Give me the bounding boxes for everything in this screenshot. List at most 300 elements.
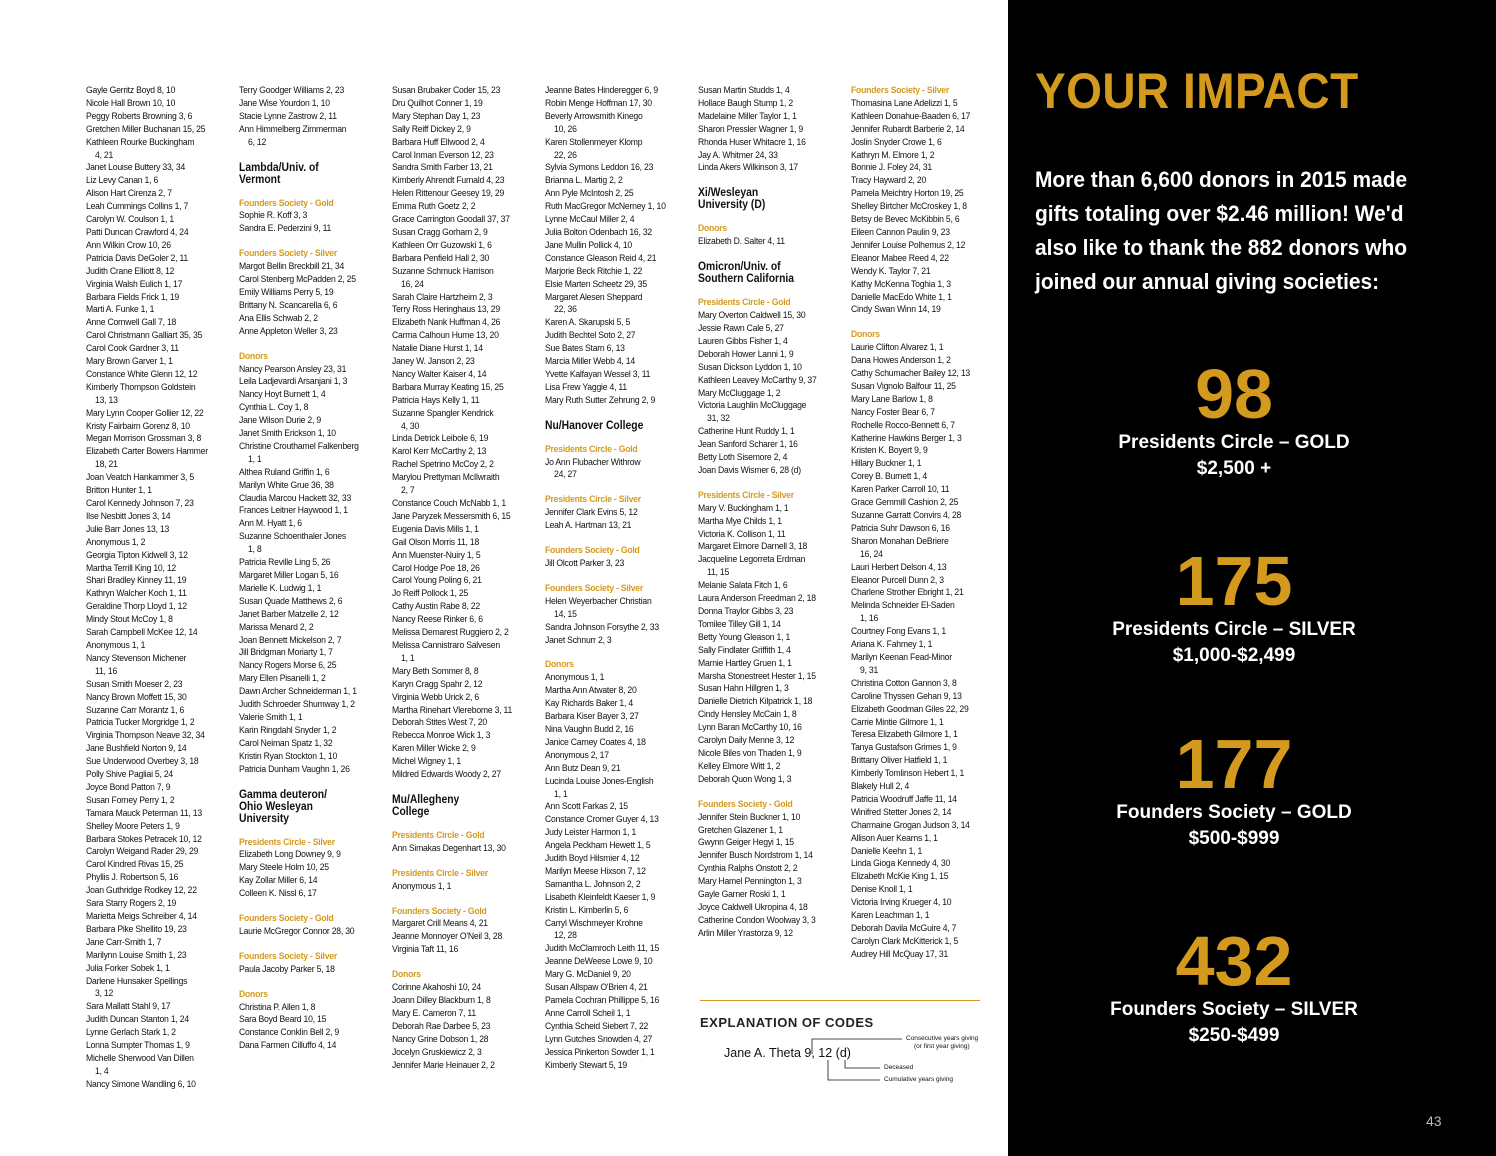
spacer [545, 432, 698, 444]
stat-founders-gold [1008, 725, 1460, 852]
donor-entry: Corey B. Burnett 1, 4 [851, 471, 927, 483]
donor-entry: Patricia Davis DeGoler 2, 11 [86, 252, 188, 264]
donor-entry: Bonnie J. Foley 24, 31 [851, 162, 932, 174]
donor-entry: 1, 8 [248, 544, 262, 556]
donor-entry: 1, 1 [248, 453, 262, 465]
donor-entry: Elizabeth Nank Huffman 4, 26 [392, 317, 501, 329]
donor-entry: Susan Hahn Hillgren 1, 3 [698, 683, 789, 695]
donor-entry: Carol Neiman Spatz 1, 32 [239, 737, 333, 749]
donor-entry: Cindy Hensley McCain 1, 8 [698, 709, 797, 721]
donor-entry: Emma Ruth Goetz 2, 2 [392, 201, 476, 213]
donor-entry: Carrie Mintie Gilmore 1, 1 [851, 716, 944, 728]
donor-entry: Jennifer Clark Evins 5, 12 [545, 507, 638, 519]
donor-entry: Karen Leachman 1, 1 [851, 910, 930, 922]
giving-level-heading: Donors [239, 350, 268, 362]
donor-entry: Marilyn White Grue 36, 38 [239, 479, 334, 491]
donor-entry: Karen Miller Wicke 2, 9 [392, 743, 476, 755]
donor-entry: Danielle MacEdo White 1, 1 [851, 291, 952, 303]
spacer [698, 285, 851, 297]
donor-entry: Laurie McGregor Connor 28, 30 [239, 925, 355, 937]
donor-entry: Janet Barber Matzelle 2, 12 [239, 608, 339, 620]
donor-entry: Jane Paryzek Messersmith 6, 15 [392, 510, 511, 522]
donor-entry: Julia Forker Sobek 1, 1 [86, 962, 170, 974]
donor-entry: Audrey Hill McQuay 17, 31 [851, 948, 949, 960]
donor-entry: Janice Carney Coates 4, 18 [545, 736, 646, 748]
donor-entry: Kristy Fairbairn Gorenz 8, 10 [86, 420, 190, 432]
donor-entry: Dana Farmen Cilluffo 4, 14 [239, 1040, 337, 1052]
giving-level-heading: Presidents Circle - Silver [392, 867, 488, 879]
donor-entry: Lynn Baran McCarthy 10, 16 [698, 722, 802, 734]
donor-entry: Ann Scott Farkas 2, 15 [545, 801, 628, 813]
donor-entry: Jo Reiff Pollock 1, 25 [392, 588, 469, 600]
donor-entry: Michelle Sherwood Van Dillen [86, 1052, 194, 1064]
donor-entry: Gretchen Miller Buchanan 15, 25 [86, 123, 206, 135]
donor-entry: Sue Underwood Overbey 3, 18 [86, 756, 199, 768]
donor-entry: Hollace Baugh Stump 1, 2 [698, 97, 793, 109]
donor-entry: Mary E. Cameron 7, 11 [392, 1007, 476, 1019]
donor-entry: Karen Stollenmeyer Klomp [545, 136, 643, 148]
stat-range: $500-$999 [1188, 828, 1280, 849]
donor-entry: Anonymous 1, 1 [86, 639, 146, 651]
donor-entry: Nancy Foster Bear 6, 7 [851, 406, 935, 418]
donor-entry: Georgia Tipton Kidwell 3, 12 [86, 549, 188, 561]
donor-entry: Sara Starry Rogers 2, 19 [86, 898, 177, 910]
giving-level-heading: Donors [545, 659, 574, 671]
donor-entry: Martha Mye Childs 1, 1 [698, 515, 782, 527]
donor-entry: Virginia Webb Urick 2, 6 [392, 691, 479, 703]
giving-level-heading: Donors [851, 329, 880, 341]
donor-entry: Jay A. Whitmer 24, 33 [698, 149, 778, 161]
donor-entry: Margot Bellin Breckbill 21, 34 [239, 261, 345, 273]
donor-entry: Catherine Hunt Ruddy 1, 1 [698, 426, 795, 438]
donor-entry: 1, 1 [401, 652, 415, 664]
donor-entry: Susan Allspaw O'Brien 4, 21 [545, 982, 648, 994]
spacer [239, 236, 392, 248]
donor-entry: Carol Christmann Galliart 35, 35 [86, 330, 203, 342]
donor-entry: Blakely Hull 2, 4 [851, 781, 910, 793]
donor-entry: Elizabeth Goodman Giles 22, 29 [851, 703, 969, 715]
donor-entry: Mary Steele Holm 10, 25 [239, 862, 329, 874]
spacer [239, 339, 392, 351]
stat-number: 177 [1175, 725, 1293, 803]
donor-entry: Constance Gleason Reid 4, 21 [545, 252, 657, 264]
donor-entry: Mary Lynn Cooper Gollier 12, 22 [86, 407, 204, 419]
stat-label: Presidents Circle – SILVER [1112, 619, 1356, 640]
donor-entry: Stacie Lynne Zastrow 2, 11 [239, 110, 337, 122]
donor-entry: Marilyn Keenan Fead-Minor [851, 651, 952, 663]
donor-entry: 31, 32 [707, 413, 730, 425]
donor-entry: Lisabeth Kleinfeldt Kaeser 1, 9 [545, 891, 656, 903]
donor-entry: 10, 26 [554, 123, 577, 135]
donor-entry: Corinne Akahoshi 10, 24 [392, 982, 481, 994]
donor-entry: Teresa Elizabeth Gilmore 1, 1 [851, 729, 958, 741]
donor-entry: Terry Ross Heringhaus 13, 29 [392, 304, 500, 316]
donor-entry: Ann Butz Dean 9, 21 [545, 762, 621, 774]
giving-level-heading: Donors [239, 988, 268, 1000]
donor-entry: Rochelle Rocco-Bennett 6, 7 [851, 419, 955, 431]
donor-entry: 4, 21 [95, 149, 114, 161]
donor-entry: 11, 15 [707, 567, 730, 579]
donor-entry: Constance Couch McNabb 1, 1 [392, 498, 506, 509]
donor-entry: Gretchen Glazener 1, 1 [698, 824, 783, 836]
stat-label: Founders Society – SILVER [1110, 999, 1358, 1020]
donor-entry: Kelley Elmore Witt 1, 2 [698, 760, 781, 772]
giving-level-heading: Founders Society - Silver [239, 248, 338, 260]
donor-entry: Jennifer Louise Polhemus 2, 12 [851, 239, 966, 251]
donor-entry: Victoria K. Collison 1, 11 [698, 528, 786, 540]
chapter-heading: Vermont [239, 173, 281, 186]
donor-entry: Elizabeth Carter Bowers Hammer [86, 446, 208, 458]
donor-entry: Darlene Hunsaker Spellings [86, 975, 188, 987]
spacer [545, 647, 698, 659]
donor-entry: Jane Carr-Smith 1, 7 [86, 936, 162, 948]
donor-entry: Joan Bennett Mickelson 2, 7 [239, 634, 342, 646]
donor-entry: Marjorie Beck Ritchie 1, 22 [545, 265, 643, 277]
donor-entry: Denise Knoll 1, 1 [851, 884, 913, 896]
chapter-heading: University (D) [698, 199, 766, 212]
donor-entry: Mary Ruth Sutter Zehrung 2, 9 [545, 394, 656, 406]
explanation-sample: Jane A. Theta 9, 12 (d) [724, 1046, 851, 1060]
donor-entry: Judith Schroeder Shumway 1, 2 [239, 699, 355, 711]
donor-entry: Michel Wigney 1, 1 [392, 756, 461, 768]
donor-entry: Grace Carrington Goodall 37, 37 [392, 214, 510, 226]
donor-entry: Joan Guthridge Rodkey 12, 22 [86, 885, 197, 897]
donor-entry: Martha Terrill King 10, 12 [86, 562, 176, 574]
donor-entry: Ann Pyle McIntosh 2, 25 [545, 188, 634, 200]
donor-entry: Jane Wilson Durie 2, 9 [239, 415, 321, 427]
donor-entry: Elizabeth Long Downey 9, 9 [239, 849, 341, 861]
spacer [239, 777, 392, 789]
donor-entry: Carol Kennedy Johnson 7, 23 [86, 498, 194, 509]
donor-entry: Sylvia Symons Leddon 16, 23 [545, 162, 654, 174]
donor-entry: Jennifer Marie Heinauer 2, 2 [392, 1059, 495, 1071]
donor-entry: Barbara Kiser Bayer 3, 27 [545, 711, 639, 723]
donor-entry: Janet Schnurr 2, 3 [545, 634, 612, 646]
donor-entry: Jo Ann Flubacher Withrow [545, 456, 641, 468]
donor-column-6 [851, 85, 1004, 962]
giving-level-heading: Founders Society - Gold [698, 798, 793, 810]
donor-entry: Megan Morrison Grossman 3, 8 [86, 433, 202, 445]
impact-body-line: also like to thank the 882 donors who [1035, 235, 1408, 260]
donor-entry: Courtney Fong Evans 1, 1 [851, 626, 946, 638]
donor-entry: Carol Kindred Rivas 15, 25 [86, 859, 184, 871]
donor-entry: Paula Jacoby Parker 5, 18 [239, 963, 335, 975]
donor-entry: Sarah Claire Hartzheim 2, 3 [392, 291, 493, 303]
donor-entry: Sophie R. Koff 3, 3 [239, 210, 308, 222]
donor-entry: 2, 7 [401, 485, 415, 497]
donor-entry: Mary Hamel Pennington 1, 3 [698, 876, 802, 888]
giving-level-heading: Donors [698, 223, 727, 235]
donor-entry: Betsy de Bevec McKibbin 5, 6 [851, 214, 960, 226]
donor-entry: Tamara Mauck Peterman 11, 13 [86, 807, 202, 819]
donor-entry: Nicole Hall Brown 10, 10 [86, 97, 176, 109]
donor-entry: Kathleen Orr Guzowski 1, 6 [392, 239, 492, 251]
donor-entry: Cathy Austin Rabe 8, 22 [392, 601, 480, 613]
chapter-heading: Lambda/Univ. of [239, 161, 319, 174]
donor-entry: Polly Shive Pagliai 5, 24 [86, 769, 174, 781]
donor-entry: Terry Goodger Williams 2, 23 [239, 85, 345, 96]
donor-entry: Cindy Swan Winn 14, 19 [851, 304, 941, 316]
donor-entry: Jennifer Busch Nordstrom 1, 14 [698, 850, 813, 862]
donor-entry: Elizabeth McKie King 1, 15 [851, 871, 949, 883]
donor-entry: Lucinda Louise Jones-English [545, 775, 654, 787]
donor-entry: Sally Findlater Griffith 1, 4 [698, 644, 791, 656]
donor-entry: Susan Vignolo Balfour 11, 25 [851, 380, 956, 392]
donor-entry: Sandra E. Pederzini 9, 11 [239, 223, 332, 235]
donor-entry: Leila Ladjevardi Arsanjani 1, 3 [239, 376, 348, 388]
donor-entry: Pamela Cochran Phillippe 5, 16 [545, 995, 660, 1006]
giving-level-heading: Donors [392, 969, 421, 981]
donor-entry: Suzanne Carr Morantz 1, 6 [86, 704, 185, 716]
donor-entry: Arlin Miller Yrastorza 9, 12 [698, 927, 793, 939]
giving-level-heading: Presidents Circle - Gold [392, 829, 485, 841]
donor-entry: Anonymous 1, 1 [545, 672, 605, 684]
donor-entry: Suzanne Spangler Kendrick [392, 407, 494, 419]
donor-entry: Ann Muenster-Nuiry 1, 5 [392, 549, 481, 561]
donor-entry: Christine Crouthamel Falkenberg [239, 440, 359, 452]
donor-entry: Pamela Meichtry Horton 19, 25 [851, 188, 964, 200]
donor-entry: Jennifer Rubardt Barberie 2, 14 [851, 123, 965, 135]
note-consecutive: Consecutive years giving [906, 1035, 979, 1042]
donor-entry: Geraldine Thorp Lloyd 1, 12 [86, 601, 187, 613]
donor-entry: Judith Bechtel Soto 2, 27 [545, 330, 636, 342]
donor-entry: Carol Hodge Poe 18, 26 [392, 562, 480, 574]
donor-entry: Anne Appleton Weller 3, 23 [239, 325, 338, 337]
donor-entry: Mary Lane Barlow 1, 8 [851, 393, 933, 405]
donor-entry: Rachel Spetrino McCoy 2, 2 [392, 459, 494, 471]
donor-entry: Dana Howes Anderson 1, 2 [851, 355, 951, 367]
donor-entry: Nancy Reese Rinker 6, 6 [392, 614, 483, 626]
donor-entry: Katherine Hawkins Berger 1, 3 [851, 432, 962, 444]
spacer [851, 317, 1004, 329]
donor-entry: Elsie Marten Scheetz 29, 35 [545, 278, 647, 290]
donor-entry: Betty Young Gleason 1, 1 [698, 631, 791, 643]
donor-entry: Wendy K. Taylor 7, 21 [851, 265, 931, 277]
donor-entry: Anne Cornwell Gall 7, 18 [86, 317, 177, 329]
donor-entry: 4, 30 [401, 420, 420, 432]
giving-level-heading: Founders Society - Silver [239, 950, 338, 962]
donor-entry: Barbara Murray Keating 15, 25 [392, 381, 504, 393]
donor-entry: Mary G. McDaniel 9, 20 [545, 969, 631, 981]
donor-entry: Jeanne Bates Hinderegger 6, 9 [545, 85, 659, 96]
donor-entry: Charmaine Grogan Judson 3, 14 [851, 819, 970, 831]
donor-entry: Rebecca Monroe Wick 1, 3 [392, 730, 491, 742]
donor-entry: Victoria Irving Krueger 4, 10 [851, 897, 952, 909]
donor-entry: Mary V. Buckingham 1, 1 [698, 502, 789, 514]
donor-entry: Joyce Bond Patton 7, 9 [86, 781, 171, 793]
donor-entry: Jeanne Monnoyer O'Neil 3, 28 [392, 931, 503, 943]
donor-entry: Frances Leitner Haywood 1, 1 [239, 505, 348, 517]
donor-entry: Colleen K. Nissl 6, 17 [239, 888, 317, 900]
donor-entry: 9, 31 [860, 664, 879, 676]
donor-entry: Jessica Pinkerton Sowder 1, 1 [545, 1046, 655, 1058]
donor-entry: Kay Richards Baker 1, 4 [545, 698, 633, 710]
donor-entry: Janet Smith Erickson 1, 10 [239, 428, 336, 440]
donor-entry: Karol Kerr McCarthy 2, 13 [392, 446, 487, 458]
donor-entry: Nancy Stevenson Michener [86, 652, 187, 664]
donor-entry: Nancy Rogers Morse 6, 25 [239, 660, 337, 672]
donor-entry: Kathryn M. Elmore 1, 2 [851, 149, 935, 161]
spacer [239, 186, 392, 198]
spacer [545, 571, 698, 583]
donor-entry: Betty Loth Sisemore 2, 4 [698, 452, 788, 464]
donor-entry: Susan Martin Studds 1, 4 [698, 85, 790, 96]
donor-entry: Marylou Prettyman McIlwraith [392, 472, 500, 484]
donor-entry: Leah Cummings Collins 1, 7 [86, 201, 189, 213]
giving-level-heading: Presidents Circle - Silver [698, 489, 794, 501]
donor-entry: Claudia Marcou Hackett 32, 33 [239, 492, 352, 504]
donor-entry: Judith Boyd Hilsmier 4, 12 [545, 853, 640, 865]
donor-entry: Grace Gemmill Cashion 2, 25 [851, 497, 959, 509]
donor-entry: Helen Weyerbacher Christian [545, 595, 652, 607]
donor-entry: Catherine Condon Woolway 3, 3 [698, 914, 816, 926]
donor-entry: Gail Olson Morris 11, 18 [392, 536, 480, 548]
donor-entry: Rhonda Huser Whitacre 1, 16 [698, 136, 806, 148]
donor-entry: Karen Parker Carroll 10, 11 [851, 484, 950, 496]
donor-entry: Marilyn Meese Hixson 7, 12 [545, 865, 646, 877]
donor-entry: Tracy Hayward 2, 20 [851, 175, 927, 187]
donor-column-3 [392, 85, 545, 1072]
donor-entry: Margaret Crill Means 4, 21 [392, 918, 488, 930]
donor-entry: Deborah Stites West 7, 20 [392, 717, 488, 729]
donor-entry: 13, 13 [95, 394, 118, 406]
donor-entry: Sandra Johnson Forsythe 2, 33 [545, 621, 659, 633]
donor-entry: Melinda Schneider El-Saden [851, 600, 955, 612]
donor-entry: Laura Anderson Freedman 2, 18 [698, 593, 816, 605]
donor-entry: Alison Hart Cirenza 2, 7 [86, 188, 172, 200]
donor-entry: Patricia Hays Kelly 1, 11 [392, 394, 480, 406]
donor-entry: Patti Duncan Crawford 4, 24 [86, 226, 189, 238]
donor-entry: Suzanne Schmuck Harrison [392, 265, 494, 277]
donor-entry: Constance Cromer Guyer 4, 13 [545, 814, 659, 826]
donor-entry: Shari Bradley Kinney 11, 19 [86, 575, 187, 587]
spacer [545, 408, 698, 420]
donor-entry: Melissa Cannistraro Salvesen [392, 639, 500, 651]
donor-entry: Melanie Salata Fitch 1, 6 [698, 580, 788, 592]
donor-entry: Patricia Suhr Dawson 6, 16 [851, 522, 950, 534]
donor-entry: Gayle Garner Roski 1, 1 [698, 889, 786, 901]
donor-entry: Jane Bushfield Norton 9, 14 [86, 743, 187, 755]
donor-entry: Joann Dilley Blackburn 1, 8 [392, 995, 491, 1006]
donor-entry: Charlene Strother Ebright 1, 21 [851, 587, 964, 599]
stat-number: 432 [1175, 922, 1293, 1000]
donor-entry: Jean Sanford Scharer 1, 16 [698, 439, 798, 451]
donor-entry: Jessie Rawn Cale 5, 27 [698, 322, 784, 334]
impact-title: YOUR IMPACT [1035, 63, 1359, 119]
donor-entry: Kathleen Rourke Buckingham [86, 136, 195, 148]
donor-entry: Brittany N. Scancarella 6, 6 [239, 299, 338, 311]
donor-entry: Joslin Snyder Crowe 1, 6 [851, 136, 942, 148]
donor-entry: Nicole Biles von Thaden 1, 9 [698, 747, 802, 759]
donor-entry: Lonna Sumpter Thomas 1, 9 [86, 1040, 190, 1052]
donor-entry: Eugenia Davis Mills 1, 1 [392, 523, 479, 535]
donor-entry: Sharon Pressler Wagner 1, 9 [698, 123, 803, 135]
donor-entry: Barbara Pike Shellito 19, 23 [86, 923, 187, 935]
donor-entry: 1, 1 [554, 788, 568, 800]
donor-entry: Brianna L. Martig 2, 2 [545, 175, 623, 187]
donor-entry: Anonymous 1, 2 [86, 536, 146, 548]
donor-entry: Nancy Walter Kaiser 4, 14 [392, 368, 487, 380]
donor-entry: Mary Brown Garver 1, 1 [86, 356, 173, 368]
donor-entry: Cathy Schumacher Bailey 12, 13 [851, 368, 970, 380]
donor-entry: Nancy Brown Moffett 15, 30 [86, 691, 187, 703]
donor-entry: Margaret Elmore Darnell 3, 18 [698, 541, 808, 553]
donor-entry: Tanya Gustafson Grimes 1, 9 [851, 742, 957, 754]
donor-entry: Sue Bates Starn 6, 13 [545, 343, 625, 355]
donor-entry: Patricia Tucker Morgridge 1, 2 [86, 717, 195, 729]
donor-entry: Patricia Woodruff Jaffe 11, 14 [851, 793, 957, 805]
donor-entry: Margaret Alesen Sheppard [545, 291, 643, 303]
donor-entry: Sara Mallatt Stahl 9, 17 [86, 1001, 171, 1013]
donor-entry: Kimberly Ahrendt Furnald 4, 23 [392, 175, 505, 187]
donor-entry: 16, 24 [401, 278, 424, 290]
donor-entry: Susan Dickson Lyddon 1, 10 [698, 361, 802, 373]
donor-entry: Phyllis J. Robertson 5, 16 [86, 872, 179, 884]
donor-entry: 22, 26 [554, 149, 577, 161]
stat-range: $2,500 + [1196, 458, 1272, 479]
donor-entry: Nina Vaughn Budd 2, 16 [545, 723, 634, 735]
chapter-heading: Ohio Wesleyan [239, 800, 314, 813]
donor-entry: Jill Olcott Parker 3, 23 [545, 558, 625, 569]
donor-entry: Nancy Pearson Ansley 23, 31 [239, 363, 347, 375]
spacer [239, 939, 392, 951]
donor-entry: Kathleen Leavey McCarthy 9, 37 [698, 374, 817, 386]
spacer [545, 533, 698, 545]
donor-entry: Victoria Laughlin McCluggage [698, 400, 807, 412]
donor-entry: Janey W. Janson 2, 23 [392, 356, 475, 368]
donor-entry: Angela Peckham Hewett 1, 5 [545, 840, 651, 852]
page-number: 43 [1426, 1113, 1442, 1129]
donor-entry: Anonymous 1, 1 [392, 880, 452, 892]
donor-entry: Joan Davis Wismer 6, 28 (d) [698, 464, 801, 476]
donor-entry: Mary Beth Sommer 8, 8 [392, 665, 479, 677]
chapter-heading: Omicron/Univ. of [698, 261, 781, 274]
donor-entry: 18, 21 [95, 459, 118, 471]
giving-level-heading: Presidents Circle - Silver [545, 494, 641, 506]
donor-entry: Marietta Meigs Schreiber 4, 14 [86, 911, 197, 922]
donor-entry: Mary Ellen Pisanelli 1, 2 [239, 673, 326, 685]
donor-entry: Virginia Thompson Neave 32, 34 [86, 730, 205, 742]
donor-entry: Robin Menge Hoffman 17, 30 [545, 97, 652, 109]
spacer [239, 150, 392, 162]
donor-entry: Kristen K. Boyert 9, 9 [851, 445, 928, 457]
donor-entry: Ann Himmelberg Zimmerman [239, 123, 347, 135]
donor-entry: 14, 15 [554, 608, 577, 620]
stat-founders-silver [1008, 922, 1460, 1049]
donor-entry: Karyn Cragg Spahr 2, 12 [392, 678, 483, 690]
donor-entry: Marnie Hartley Gruen 1, 1 [698, 657, 792, 669]
donor-entry: Cynthia Ralphs Onstott 2, 2 [698, 863, 798, 875]
donor-entry: Mary Overton Caldwell 15, 30 [698, 310, 806, 322]
donor-entry: Constance White Glenn 12, 12 [86, 368, 198, 380]
donor-entry: Cynthia L. Coy 1, 8 [239, 402, 309, 414]
donor-entry: Helen Rittenour Geesey 19, 29 [392, 188, 505, 200]
donor-entry: Martha Ann Atwater 8, 20 [545, 685, 637, 697]
donor-entry: Cynthia Scheid Siebert 7, 22 [545, 1020, 649, 1032]
donor-entry: 6, 12 [248, 136, 267, 148]
donor-entry: Ann Wilkin Crow 10, 26 [86, 239, 171, 251]
donor-entry: Carol Young Poling 6, 21 [392, 575, 482, 587]
donor-entry: Melissa Demarest Ruggiero 2, 2 [392, 627, 509, 639]
donor-entry: Jane Mullin Pollick 4, 10 [545, 239, 633, 251]
donor-entry: Susan Quade Matthews 2, 6 [239, 595, 343, 607]
donor-entry: Carolyn W. Coulson 1, 1 [86, 214, 174, 226]
spacer [698, 478, 851, 490]
donor-entry: Mary Stephan Day 1, 23 [392, 110, 481, 122]
donor-entry: Ann M. Hyatt 1, 6 [239, 518, 302, 530]
donor-column-5 [698, 85, 851, 941]
donor-entry: Beverly Arrowsmith Kinego [545, 110, 643, 122]
